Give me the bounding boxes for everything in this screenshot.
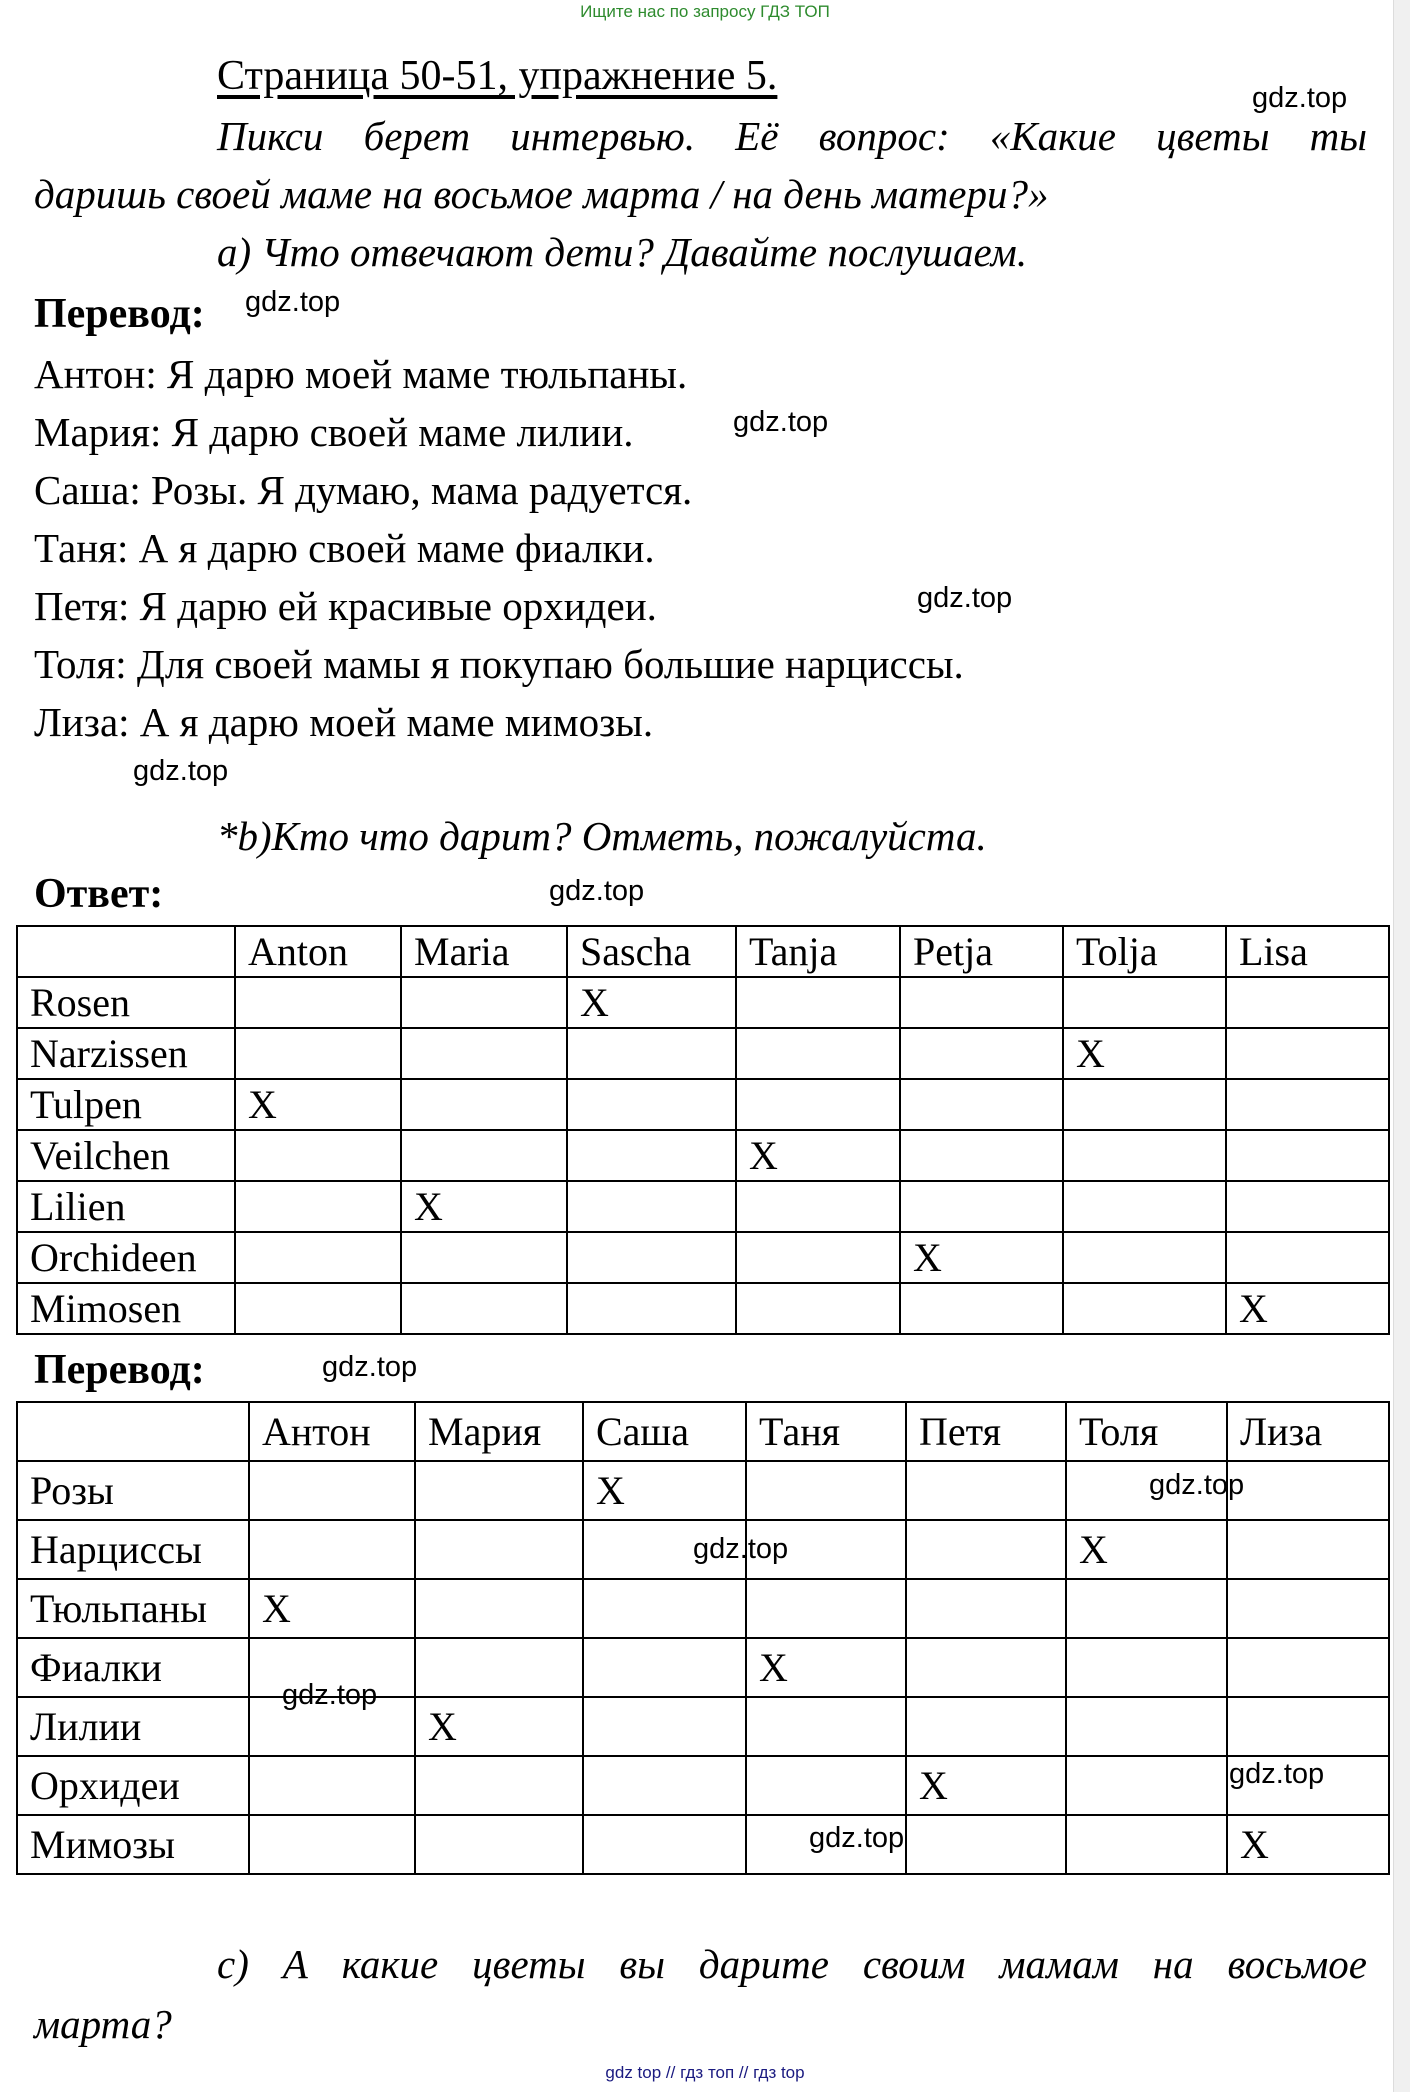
page-title: Страница 50-51, упражнение 5. bbox=[217, 53, 778, 99]
mark-cell bbox=[583, 1815, 746, 1874]
task-c-line-1: с) А какие цветы вы дарите своим мамам на восьмое bbox=[217, 1941, 1367, 1987]
row-label: Розы bbox=[17, 1461, 249, 1520]
mark-cell bbox=[1226, 1181, 1389, 1232]
table-row bbox=[17, 1638, 1389, 1697]
header-cell: Саша bbox=[583, 1402, 746, 1461]
mark-cell bbox=[415, 1756, 583, 1815]
mark-cell bbox=[1226, 977, 1389, 1028]
mark-cell bbox=[900, 1181, 1063, 1232]
mark-cell bbox=[906, 1638, 1066, 1697]
mark-cell bbox=[1226, 1079, 1389, 1130]
watermark: gdz.top bbox=[549, 875, 645, 907]
header-cell: Мария bbox=[415, 1402, 583, 1461]
mark-cell: X bbox=[1066, 1520, 1227, 1579]
mark-cell bbox=[736, 1028, 900, 1079]
task-a: а) Что отвечают дети? Давайте послушаем. bbox=[217, 229, 1028, 275]
mark-cell bbox=[900, 977, 1063, 1028]
mark-cell bbox=[401, 1028, 567, 1079]
answer-line: Антон: Я дарю моей маме тюльпаны. bbox=[34, 351, 688, 397]
mark-cell bbox=[249, 1756, 415, 1815]
mark-cell bbox=[900, 1028, 1063, 1079]
mark-cell bbox=[249, 1461, 415, 1520]
watermark: gdz.top bbox=[133, 755, 229, 787]
intro-line-1: Пикси берет интервью. Её вопрос: «Какие цветы ты bbox=[217, 113, 1367, 159]
mark-cell bbox=[401, 977, 567, 1028]
mark-cell bbox=[567, 1181, 736, 1232]
mark-cell bbox=[401, 1232, 567, 1283]
mark-cell bbox=[906, 1520, 1066, 1579]
translation-label: Перевод: bbox=[34, 291, 205, 337]
table-row bbox=[17, 1232, 1389, 1283]
mark-cell bbox=[1227, 1461, 1389, 1520]
mark-cell bbox=[415, 1520, 583, 1579]
row-label: Mimosen bbox=[17, 1283, 235, 1334]
mark-cell bbox=[900, 1079, 1063, 1130]
mark-cell bbox=[746, 1461, 906, 1520]
mark-cell bbox=[1226, 1232, 1389, 1283]
header-cell: Lisa bbox=[1226, 926, 1389, 977]
translation-label-2: Перевод: bbox=[34, 1347, 205, 1393]
table-row bbox=[17, 1579, 1389, 1638]
mark-cell bbox=[746, 1756, 906, 1815]
watermark: gdz.top bbox=[1252, 82, 1348, 114]
header-cell: Tanja bbox=[736, 926, 900, 977]
intro-line-2: даришь своей маме на восьмое марта / на день матери?» bbox=[34, 171, 1049, 217]
mark-cell bbox=[567, 1028, 736, 1079]
row-label: Тюльпаны bbox=[17, 1579, 249, 1638]
mark-cell bbox=[1066, 1697, 1227, 1756]
mark-cell bbox=[1063, 1181, 1226, 1232]
answer-line: Саша: Розы. Я думаю, мама радуется. bbox=[34, 467, 693, 513]
mark-cell bbox=[415, 1815, 583, 1874]
mark-cell: X bbox=[746, 1638, 906, 1697]
table-row bbox=[17, 1181, 1389, 1232]
mark-cell bbox=[1227, 1579, 1389, 1638]
mark-cell bbox=[900, 1283, 1063, 1334]
mark-cell bbox=[900, 1130, 1063, 1181]
mark-cell bbox=[1066, 1579, 1227, 1638]
row-label: Veilchen bbox=[17, 1130, 235, 1181]
watermark: gdz.top bbox=[917, 582, 1013, 614]
header-cell bbox=[17, 926, 235, 977]
mark-cell bbox=[583, 1756, 746, 1815]
watermark: gdz.top bbox=[1229, 1758, 1325, 1790]
watermark: gdz.top bbox=[809, 1822, 905, 1854]
table-header-row bbox=[17, 926, 1389, 977]
mark-cell: X bbox=[1063, 1028, 1226, 1079]
mark-cell bbox=[249, 1815, 415, 1874]
mark-cell bbox=[235, 1181, 401, 1232]
vertical-scrollbar[interactable] bbox=[1393, 0, 1410, 2092]
mark-cell bbox=[415, 1461, 583, 1520]
mark-cell bbox=[401, 1079, 567, 1130]
mark-cell bbox=[567, 1283, 736, 1334]
mark-cell bbox=[235, 977, 401, 1028]
answer-table-de bbox=[16, 925, 1390, 1335]
header-cell: Anton bbox=[235, 926, 401, 977]
header-cell: Толя bbox=[1066, 1402, 1227, 1461]
row-label: Лилии bbox=[17, 1697, 249, 1756]
table-header-row bbox=[17, 1402, 1389, 1461]
footer-links[interactable]: gdz top // гдз топ // гдз top bbox=[605, 2063, 805, 2082]
row-label: Мимозы bbox=[17, 1815, 249, 1874]
mark-cell bbox=[1063, 1130, 1226, 1181]
table-row bbox=[17, 1697, 1389, 1756]
mark-cell: X bbox=[401, 1181, 567, 1232]
mark-cell bbox=[235, 1232, 401, 1283]
mark-cell bbox=[583, 1697, 746, 1756]
table-row bbox=[17, 1028, 1389, 1079]
mark-cell: X bbox=[906, 1756, 1066, 1815]
row-label: Нарциссы bbox=[17, 1520, 249, 1579]
answer-label: Ответ: bbox=[34, 871, 164, 917]
mark-cell bbox=[746, 1579, 906, 1638]
watermark: gdz.top bbox=[282, 1679, 378, 1711]
mark-cell: X bbox=[415, 1697, 583, 1756]
row-label: Tulpen bbox=[17, 1079, 235, 1130]
mark-cell: X bbox=[900, 1232, 1063, 1283]
header-cell: Лиза bbox=[1227, 1402, 1389, 1461]
mark-cell bbox=[736, 1079, 900, 1130]
watermark: gdz.top bbox=[1149, 1469, 1245, 1501]
header-cell: Таня bbox=[746, 1402, 906, 1461]
task-c-line-2: марта? bbox=[34, 2001, 172, 2047]
mark-cell bbox=[415, 1579, 583, 1638]
mark-cell bbox=[567, 1079, 736, 1130]
mark-cell bbox=[401, 1283, 567, 1334]
mark-cell bbox=[1066, 1638, 1227, 1697]
mark-cell bbox=[567, 1130, 736, 1181]
answer-line: Толя: Для своей мамы я покупаю большие нарциссы. bbox=[34, 641, 964, 687]
watermark: gdz.top bbox=[733, 406, 829, 438]
answer-line: Лиза: А я дарю моей маме мимозы. bbox=[34, 699, 654, 745]
top-banner[interactable]: Ищите нас по запросу ГДЗ ТОП bbox=[580, 2, 830, 21]
mark-cell bbox=[1066, 1815, 1227, 1874]
row-label: Orchideen bbox=[17, 1232, 235, 1283]
mark-cell: X bbox=[235, 1079, 401, 1130]
mark-cell bbox=[906, 1697, 1066, 1756]
mark-cell bbox=[1226, 1028, 1389, 1079]
mark-cell bbox=[583, 1638, 746, 1697]
header-cell: Антон bbox=[249, 1402, 415, 1461]
mark-cell bbox=[746, 1697, 906, 1756]
mark-cell: X bbox=[1227, 1815, 1389, 1874]
mark-cell: X bbox=[736, 1130, 900, 1181]
mark-cell bbox=[736, 1232, 900, 1283]
table-row bbox=[17, 1079, 1389, 1130]
mark-cell bbox=[401, 1130, 567, 1181]
mark-cell bbox=[415, 1638, 583, 1697]
row-label: Фиалки bbox=[17, 1638, 249, 1697]
mark-cell bbox=[1227, 1697, 1389, 1756]
watermark: gdz.top bbox=[245, 286, 341, 318]
mark-cell bbox=[1227, 1520, 1389, 1579]
row-label: Narzissen bbox=[17, 1028, 235, 1079]
answer-line: Таня: А я дарю своей маме фиалки. bbox=[34, 525, 655, 571]
mark-cell bbox=[1063, 977, 1226, 1028]
mark-cell bbox=[1226, 1130, 1389, 1181]
mark-cell: X bbox=[567, 977, 736, 1028]
mark-cell bbox=[235, 1283, 401, 1334]
row-label: Lilien bbox=[17, 1181, 235, 1232]
mark-cell bbox=[583, 1579, 746, 1638]
watermark: gdz.top bbox=[693, 1533, 789, 1565]
table-row bbox=[17, 1815, 1389, 1874]
mark-cell bbox=[567, 1232, 736, 1283]
header-cell: Tolja bbox=[1063, 926, 1226, 977]
mark-cell bbox=[249, 1520, 415, 1579]
table-row bbox=[17, 1130, 1389, 1181]
row-label: Rosen bbox=[17, 977, 235, 1028]
mark-cell bbox=[1227, 1638, 1389, 1697]
table-row bbox=[17, 1756, 1389, 1815]
mark-cell bbox=[736, 977, 900, 1028]
header-cell: Maria bbox=[401, 926, 567, 977]
mark-cell: X bbox=[249, 1579, 415, 1638]
header-cell: Sascha bbox=[567, 926, 736, 977]
mark-cell bbox=[235, 1130, 401, 1181]
mark-cell bbox=[235, 1028, 401, 1079]
watermark: gdz.top bbox=[322, 1351, 418, 1383]
mark-cell bbox=[1063, 1079, 1226, 1130]
table-row bbox=[17, 977, 1389, 1028]
mark-cell bbox=[1066, 1756, 1227, 1815]
header-cell: Petja bbox=[900, 926, 1063, 977]
answer-line: Мария: Я дарю своей маме лилии. bbox=[34, 409, 634, 455]
answer-line: Петя: Я дарю ей красивые орхидеи. bbox=[34, 583, 657, 629]
mark-cell bbox=[906, 1461, 1066, 1520]
mark-cell: X bbox=[1226, 1283, 1389, 1334]
mark-cell bbox=[736, 1181, 900, 1232]
header-cell bbox=[17, 1402, 249, 1461]
header-cell: Петя bbox=[906, 1402, 1066, 1461]
row-label: Орхидеи bbox=[17, 1756, 249, 1815]
task-b: *b)Кто что дарит? Отметь, пожалуйста. bbox=[217, 813, 987, 859]
mark-cell bbox=[1063, 1232, 1226, 1283]
mark-cell bbox=[906, 1815, 1066, 1874]
mark-cell bbox=[1063, 1283, 1226, 1334]
mark-cell bbox=[736, 1283, 900, 1334]
mark-cell: X bbox=[583, 1461, 746, 1520]
mark-cell bbox=[906, 1579, 1066, 1638]
table-row bbox=[17, 1283, 1389, 1334]
